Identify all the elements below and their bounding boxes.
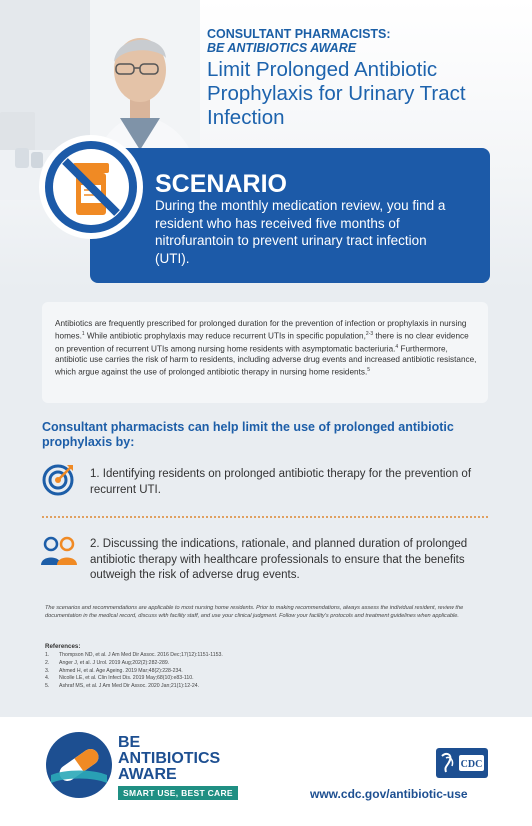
reference-num: 3.	[45, 667, 50, 674]
reference-item	[45, 668, 223, 676]
intro-ref-1: 1	[81, 331, 85, 337]
intro-sentence-3: there is no clear evidence on prevention of recurrent UTIs among nursing home residents with asymptomatic bacteriuria.	[55, 331, 469, 354]
reference-num: 5.	[45, 683, 50, 690]
reference-num: 1.	[45, 652, 50, 658]
cdc-logo-icon	[436, 748, 488, 778]
divider	[42, 516, 488, 518]
brand-line1: BE	[118, 734, 141, 751]
website-link[interactable]: www.cdc.gov/antibiotic-use	[310, 787, 468, 801]
reference-num: 2.	[45, 659, 50, 666]
scenario-text: During the monthly medication review, you find a resident who has received five months of nitrofurantoin to prevent urinary tract infection (UTI).	[155, 198, 446, 266]
help-heading: Consultant pharmacists can help limit the use of prolonged antibiotic prophylaxis by:	[42, 420, 454, 449]
references-title: References:	[45, 643, 81, 650]
reference-item	[45, 683, 223, 691]
target-icon	[41, 463, 75, 497]
cdc-label: CDC	[460, 759, 483, 770]
brand-line3: AWARE	[118, 766, 177, 783]
intro-ref-4: 5	[367, 367, 371, 374]
be-antibiotics-aware-logo-icon	[45, 731, 113, 799]
intro-ref-2: 2-3	[365, 331, 374, 337]
tagline: SMART USE, BEST CARE	[118, 786, 238, 800]
intro-paragraph	[55, 318, 480, 378]
intro-sentence-1: Antibiotics are frequently prescribed for prolonged duration for the prevention of infection or prophylaxis in nursing homes.	[55, 319, 467, 341]
reference-text: Ashraf MS, et al. J Am Med Dir Assoc. 2020 Jan;21(1):12-24.	[59, 683, 200, 690]
reference-item	[45, 660, 223, 668]
reference-text: Ahmed H, et al. Age Ageing. 2019 Mar;48(2):228-234.	[59, 667, 183, 674]
healthcare-team-icon	[39, 535, 79, 567]
scenario-heading: SCENARIO	[155, 170, 287, 198]
reference-text: Thompson ND, et al. J Am Med Dir Assoc. 2016 Dec;17(12):1151-1153.	[59, 652, 223, 658]
no-pill-bottle-icon	[37, 133, 145, 241]
kicker	[207, 27, 391, 55]
kicker-line2: BE ANTIBIOTICS AWARE	[207, 41, 357, 55]
help-item-2: 2. Discussing the indications, rationale, and planned duration of prolonged antibiotic therapy with healthcare professionals to ensure that the benefits outweigh the risk of adverse drug events.	[90, 538, 468, 581]
reference-item	[45, 675, 223, 683]
intro-ref-3: 4	[395, 343, 399, 350]
reference-text: Nicolle LE, et al. Clin Infect Dis. 2019 May;68(10):e83-110.	[59, 675, 194, 682]
help-item-1: 1. Identifying residents on prolonged antibiotic therapy for the prevention of recurrent UTI.	[90, 468, 472, 496]
brand-line2: ANTIBIOTICS	[118, 750, 221, 767]
reference-text: Anger J, et al. J Urol. 2019 Aug;202(2):282-289.	[59, 659, 170, 666]
kicker-line1: CONSULTANT PHARMACISTS:	[207, 27, 391, 41]
page-title: Limit Prolonged Antibiotic Prophylaxis for Urinary Tract Infection	[207, 58, 466, 129]
references-list	[45, 652, 223, 691]
reference-item	[45, 652, 223, 660]
reference-num: 4.	[45, 675, 50, 682]
brand-name	[118, 735, 220, 783]
disclaimer: The scenarios and recommendations are applicable to most nursing home residents. Prior to making recommendations, always assess the individual resident, review the documentation in the medical record, discuss with facility staff, and use your clinical judgment. Follow your facility's protocols and treatment guidelines when applicable.	[45, 605, 464, 619]
intro-sentence-4: Furthermore, antibiotic use carries the risk of harm to residents, including adverse drug events and increased antibiotic resistance, which argue against the use of prolonged antibiotic therapy in nursing home residents.	[55, 344, 477, 378]
intro-sentence-2: While antibiotic prophylaxis may reduce recurrent UTIs in specific population,	[84, 331, 366, 341]
